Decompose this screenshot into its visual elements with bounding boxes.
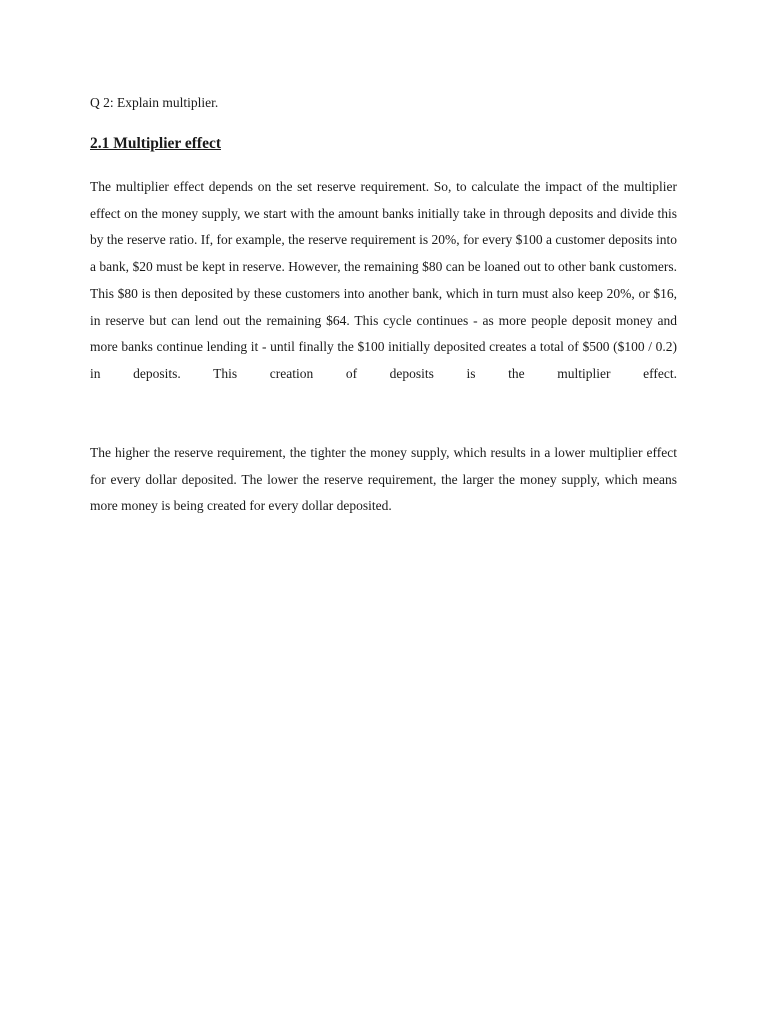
section-heading: 2.1 Multiplier effect: [90, 135, 221, 152]
question-text: Q 2: Explain multiplier.: [90, 95, 219, 110]
paragraph-reserve-requirement: The higher the reserve requirement, the tighter the money supply, which results in a lower multiplier effect for every dollar deposited. The lower the reserve requirement, the larger the money supply, which means more money is being created for every dollar deposited.: [90, 445, 677, 514]
paragraph-multiplier-explanation: The multiplier effect depends on the set reserve requirement. So, to calculate the impact of the multiplier effect on the money supply, we start with the amount banks initially take in through deposits and divide this by the reserve ratio. If, for example, the reserve requirement is 20%, for every $100 a customer deposits into a bank, $20 must be kept in reserve. However, the remaining $80 can be loaned out to other bank customers. This $80 is then deposited by these customers into another bank, which in turn must also keep 20%, or $16, in reserve but can lend out the remaining $64. This cycle continues - as more people deposit money and more banks continue lending it - until finally the $100 initially deposited creates a total of $500 ($100 / 0.2) in deposits. This creation of deposits is the multiplier effect.: [90, 179, 677, 381]
